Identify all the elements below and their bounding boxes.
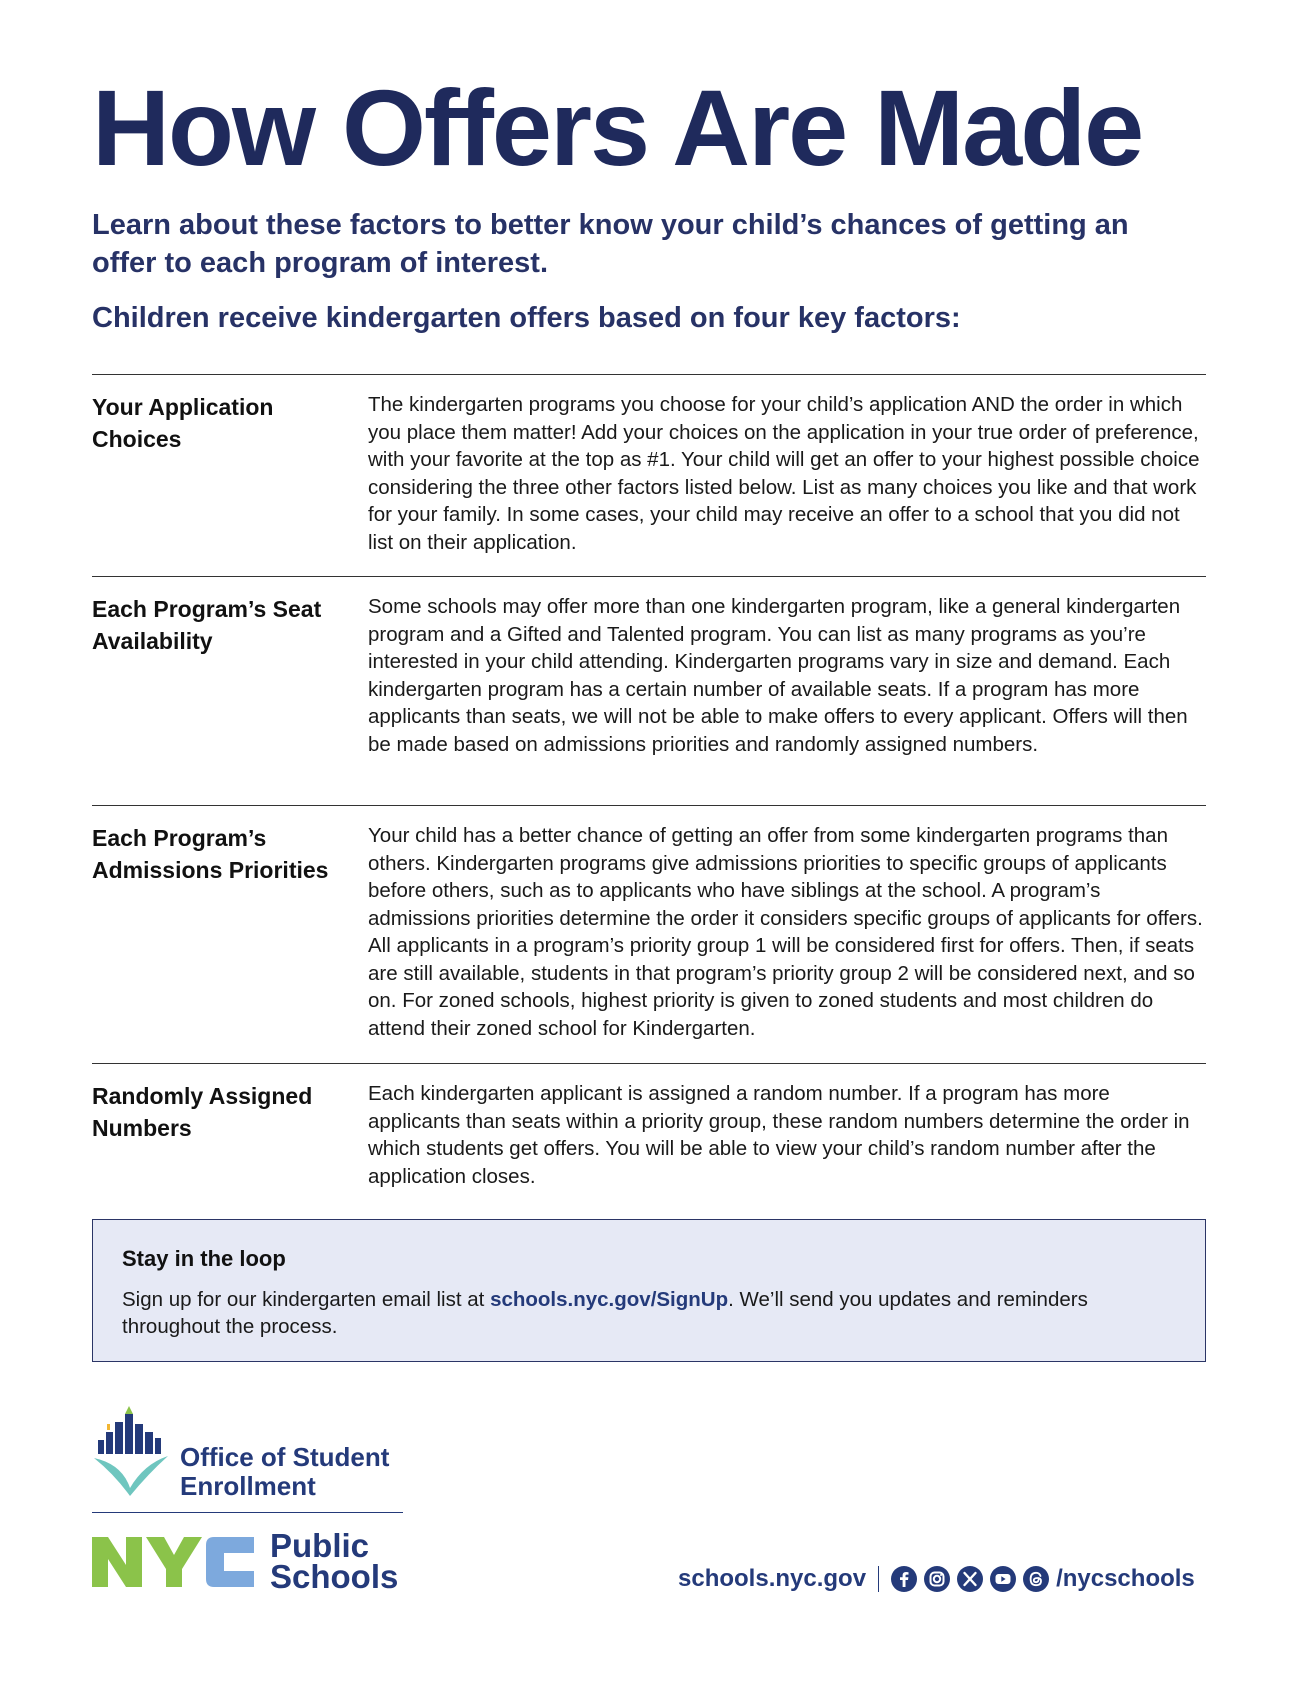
office-of-student-enrollment-name <box>180 1443 389 1501</box>
public-schools-line-1: Public <box>270 1527 370 1564</box>
stay-in-the-loop-box <box>92 1219 1206 1362</box>
factor-description: The kindergarten programs you choose for your child’s application AND the order in which you place them matter! Add your choices on the application in your true order of preference, with your favorite at the top as #1. Your child will get an offer to your highest possible choice considering the three other factors listed below. List as many choices you like and that work for your family. In some cases, your child may receive an offer to a school that you did not list on their application. <box>368 393 1200 554</box>
factor-description: Your child has a better chance of getting an offer from some kindergarten programs than others. Kindergarten programs give admissions priorities to specific groups of applicants before others, such as to applicants who have siblings at the school. A program’s admissions priorities determine the order it considers specific groups of applicants for offers. All applicants in a program’s priority group 1 will be considered first for offers. Then, if seats are still available, students in that program’s priority group 2 will be considered next, and so on. For zoned schools, highest priority is given to zoned students and most children do attend their zoned school for Kindergarten. <box>368 824 1203 1040</box>
page-title: How Offers Are Made <box>92 67 1143 188</box>
facebook-icon[interactable] <box>890 1565 918 1593</box>
factor-name: Randomly Assigned Numbers <box>92 1083 313 1141</box>
instagram-icon[interactable] <box>923 1565 951 1593</box>
logo-divider <box>92 1512 403 1513</box>
nyc-public-schools-name <box>270 1527 399 1595</box>
website-link[interactable]: schools.nyc.gov <box>678 1565 867 1592</box>
social-handle[interactable]: /nycschools <box>1056 1565 1195 1592</box>
x-icon[interactable] <box>956 1565 984 1593</box>
loop-title: Stay in the loop <box>122 1246 286 1271</box>
footer <box>678 1562 1195 1596</box>
factor-row <box>92 576 1206 805</box>
office-of-student-enrollment-logo-icon <box>92 1402 186 1498</box>
office-name-line-1: Office of Student <box>180 1442 390 1472</box>
public-schools-line-2: Schools <box>270 1558 399 1595</box>
factors-table <box>92 374 1206 1221</box>
loop-text <box>122 1286 1177 1340</box>
threads-icon[interactable] <box>1022 1565 1050 1593</box>
signup-link[interactable]: schools.nyc.gov/SignUp <box>490 1288 729 1311</box>
factor-row <box>92 374 1206 576</box>
nyc-logo-icon <box>92 1533 262 1591</box>
loop-text-before: Sign up for our kindergarten email list at <box>122 1288 491 1311</box>
lead-paragraph: Learn about these factors to better know your child’s chances of getting an offer to each program of interest. <box>92 209 1129 279</box>
office-name-line-2: Enrollment <box>180 1471 316 1501</box>
section-subheading: Children receive kindergarten offers based on four key factors: <box>92 302 961 334</box>
youtube-icon[interactable] <box>989 1565 1017 1593</box>
footer-separator <box>878 1566 879 1592</box>
loop-text-after: . We’ll send you updates and reminders throughout the process. <box>122 1288 1088 1338</box>
factor-row <box>92 805 1206 1063</box>
factor-description: Some schools may offer more than one kindergarten program, like a general kindergarten program and a Gifted and Talented program. You can list as many programs as you’re interested in your child attending. Kindergarten programs vary in size and demand. Each kindergarten program has a certain number of available seats. If a program has more applicants than seats, we will not be able to make offers to every applicant. Offers will then be made based on admissions priorities and randomly assigned numbers. <box>368 595 1188 756</box>
factor-name: Your Application Choices <box>92 394 274 452</box>
factor-description: Each kindergarten applicant is assigned a random number. If a program has more applicants than seats within a priority group, these random numbers determine the order in which students get offers. You will be able to view your child’s random number after the application closes. <box>368 1082 1190 1188</box>
factor-row <box>92 1063 1206 1221</box>
factor-name: Each Program’s Seat Availability <box>92 596 322 654</box>
factor-name: Each Program’s Admissions Priorities <box>92 825 329 883</box>
